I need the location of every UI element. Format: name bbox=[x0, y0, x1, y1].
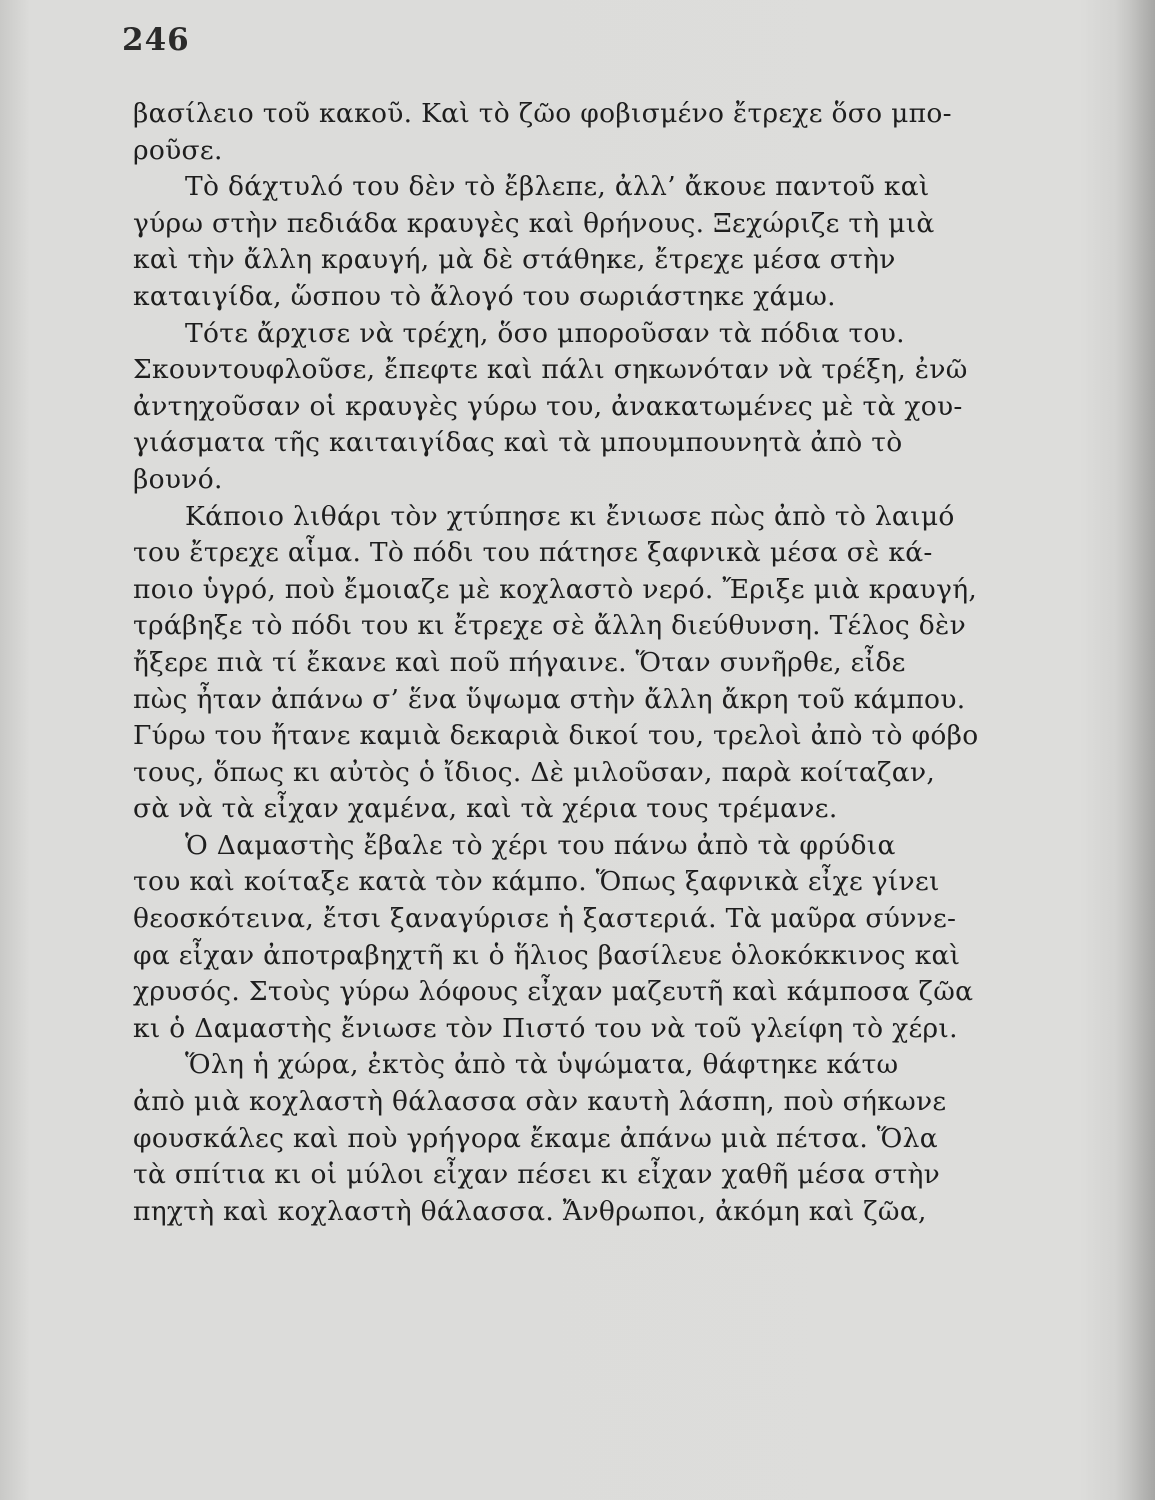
text-line: βουνό. bbox=[133, 463, 223, 495]
text-line: Τότε ἄρχισε νὰ τρέχη, ὅσο μποροῦσαν τὰ πόδια του. bbox=[185, 317, 905, 349]
text-line: του ἔτρεχε αἷμα. Τὸ πόδι του πάτησε ξαφνικὰ μέσα σὲ κά- bbox=[133, 537, 933, 569]
text-line: φα εἶχαν ἀποτραβηχτῆ κι ὁ ἥλιος βασίλευε ὁλοκόκκινος καὶ bbox=[133, 939, 961, 971]
text-line: ποιο ὑγρό, ποὺ ἔμοιαζε μὲ κοχλαστὸ νερό. Ἔριξε μιὰ κραυγή, bbox=[133, 573, 978, 605]
text-line: θεοσκότεινα, ἔτσι ξαναγύρισε ἡ ξαστεριά. Τὰ μαῦρα σύννε- bbox=[133, 903, 957, 935]
page-edge-shadow bbox=[1115, 0, 1155, 1500]
text-line: Ὅλη ἡ χώρα, ἐκτὸς ἀπὸ τὰ ὑψώματα, θάφτηκε κάτω bbox=[185, 1049, 899, 1081]
text-line: ἤξερε πιὰ τί ἔκανε καὶ ποῦ πήγαινε. Ὅταν συνῆρθε, εἶδε bbox=[133, 646, 906, 678]
page-number: 246 bbox=[122, 22, 190, 58]
text-line: χρυσός. Στοὺς γύρω λόφους εἶχαν μαζευτῆ καὶ κάμποσα ζῶα bbox=[133, 976, 974, 1008]
text-line: Κάποιο λιθάρι τὸν χτύπησε κι ἔνιωσε πὼς ἀπὸ τὸ λαιμό bbox=[185, 500, 955, 532]
text-line: Γύρω του ἤτανε καμιὰ δεκαριὰ δικοί του, τρελοὶ ἀπὸ τὸ φόβο bbox=[133, 720, 979, 752]
text-line: Σκουντουφλοῦσε, ἔπεφτε καὶ πάλι σηκωνόταν νὰ τρέξη, ἐνῶ bbox=[133, 354, 968, 386]
body-text bbox=[133, 96, 978, 1230]
text-line: κι ὁ Δαμαστὴς ἔνιωσε τὸν Πιστό του νὰ τοῦ γλείφη τὸ χέρι. bbox=[133, 1012, 958, 1044]
text-line: καὶ τὴν ἄλλη κραυγή, μὰ δὲ στάθηκε, ἔτρεχε μέσα στὴν bbox=[133, 244, 896, 276]
text-line: γύρω στὴν πεδιάδα κραυγὲς καὶ θρήνους. Ξεχώριζε τὴ μιὰ bbox=[133, 207, 935, 239]
text-line: τράβηξε τὸ πόδι του κι ἔτρεχε σὲ ἄλλη διεύθυνση. Τέλος δὲν bbox=[133, 610, 966, 642]
text-line: Τὸ δάχτυλό του δὲν τὸ ἔβλεπε, ἀλλ’ ἄκουε παντοῦ καὶ bbox=[185, 171, 930, 203]
text-line: ἀντηχοῦσαν οἱ κραυγὲς γύρω του, ἀνακατωμένες μὲ τὰ χου- bbox=[133, 390, 963, 422]
text-line: φουσκάλες καὶ ποὺ γρήγορα ἔκαμε ἀπάνω μιὰ πέτσα. Ὅλα bbox=[133, 1122, 938, 1154]
text-line: ροῦσε. bbox=[133, 134, 223, 166]
text-line: καταιγίδα, ὥσπου τὸ ἄλογό του σωριάστηκε χάμω. bbox=[133, 280, 836, 312]
text-line: βασίλειο τοῦ κακοῦ. Καὶ τὸ ζῶο φοβισμένο ἔτρεχε ὅσο μπο- bbox=[133, 98, 952, 129]
text-line: πηχτὴ καὶ κοχλαστὴ θάλασσα. Ἄνθρωποι, ἀκόμη καὶ ζῶα, bbox=[133, 1195, 927, 1227]
text-line: ἀπὸ μιὰ κοχλαστὴ θάλασσα σὰν καυτὴ λάσπη, ποὺ σήκωνε bbox=[133, 1086, 947, 1118]
text-line: τους, ὅπως κι αὐτὸς ὁ ἴδιος. Δὲ μιλοῦσαν, παρὰ κοίταζαν, bbox=[133, 756, 936, 788]
text-line: Ὁ Δαμαστὴς ἔβαλε τὸ χέρι του πάνω ἀπὸ τὰ φρύδια bbox=[185, 829, 896, 861]
text-line: σὰ νὰ τὰ εἶχαν χαμένα, καὶ τὰ χέρια τους τρέμανε. bbox=[133, 793, 838, 825]
text-line: πὼς ἦταν ἀπάνω σ’ ἕνα ὕψωμα στὴν ἄλλη ἄκρη τοῦ κάμπου. bbox=[133, 683, 966, 715]
text-line: τὰ σπίτια κι οἱ μύλοι εἶχαν πέσει κι εἶχαν χαθῆ μέσα στὴν bbox=[133, 1159, 941, 1191]
text-line: του καὶ κοίταξε κατὰ τὸν κάμπο. Ὅπως ξαφνικὰ εἶχε γίνει bbox=[133, 866, 940, 898]
text-line: γιάσματα τῆς καιταιγίδας καὶ τὰ μπουμπουνητὰ ἀπὸ τὸ bbox=[133, 427, 903, 459]
